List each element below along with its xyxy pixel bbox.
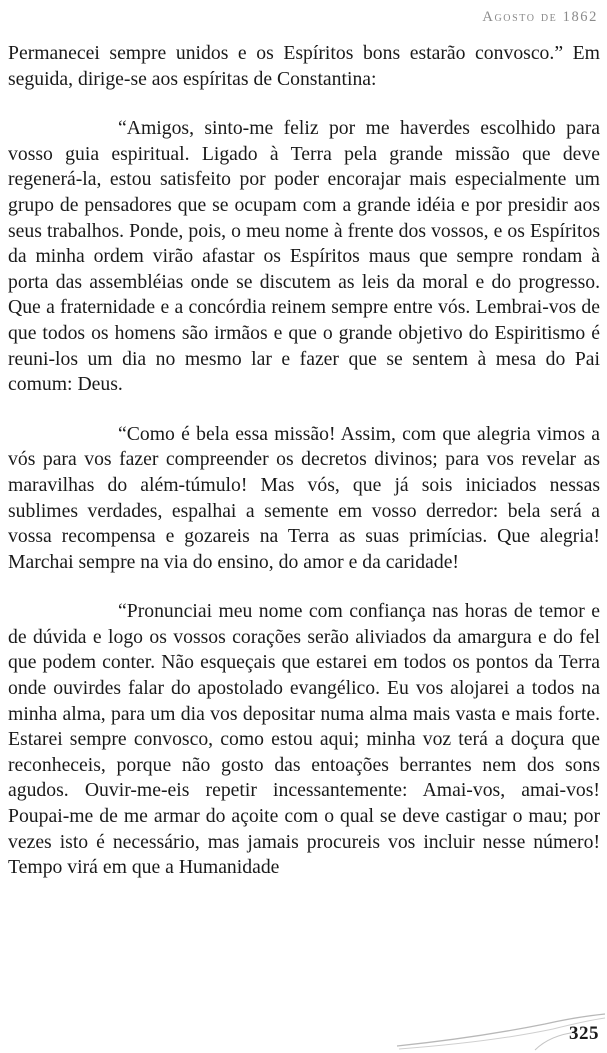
page-body [8,41,600,881]
paragraph-quote-2: “Como é bela essa missão! Assim, com que alegria vimos a vós para vos fazer compreender os decretos divinos; para vos revelar as maravilhas do além-túmulo! Mas vós, que já sois iniciados nessas sublimes verdades, espalhai a semente em vosso derredor: bela será a vossa recompensa e gozareis na Terra as suas primícias. Que alegria! Marchai sempre na via do ensino, do amor e da caridade! [8,422,600,573]
paragraph-continuation: Permanecei sempre unidos e os Espíritos bons estarão convosco.” Em seguida, dirige-se aos espíritas de Constantina: [8,42,600,90]
running-head: Agosto de 1862 [482,9,598,25]
paragraph-quote-1: “Amigos, sinto-me feliz por me haverdes escolhido para vosso guia espiritual. Ligado à Terra pela grande missão que deve regenerá-la, estou satisfeito por poder encorajar mais especialmente um grupo de pensadores que se ocupam com a grande idéia e por presidir aos seus trabalhos. Ponde, pois, o meu nome à frente dos vossos, e os Espíritos da minha ordem virão afastar os Espíritos maus que sempre rondam à porta das assembléias onde se discutem as leis da moral e do progresso. Que a fraternidade e a concórdia reinem sempre entre vós. Lembrai-vos de que todos os homens são irmãos e que o grande objetivo do Espiritismo é reuni-los um dia no mesmo lar e fazer que se sentem à mesa do Pai comum: Deus. [8,117,600,396]
paragraph-quote-3: “Pronunciai meu nome com confiança nas horas de temor e de dúvida e logo os vossos corações serão aliviados da amargura e do fel que podem conter. Não esqueçais que estarei em todos os pontos da Terra onde ouvirdes falar do apostolado evangélico. Eu vos alojarei a todos na minha alma, para um dia vos depositar numa alma mais vasta e mais forte. Estarei sempre convosco, como estou aqui; minha voz terá a doçura que reconheceis, porque não gosto das entoações berrantes nem dos sons agudos. Ouvir-me-eis repetir incessantemente: Amai-vos, amai-vos! Poupai-me de me armar do açoite com o qual se deve castigar o mau; por vezes isto é necessário, mas jamais procureis vos incluir nesse número! Tempo virá em que a Humanidade [8,600,600,879]
page-number: 325 [569,1023,599,1044]
